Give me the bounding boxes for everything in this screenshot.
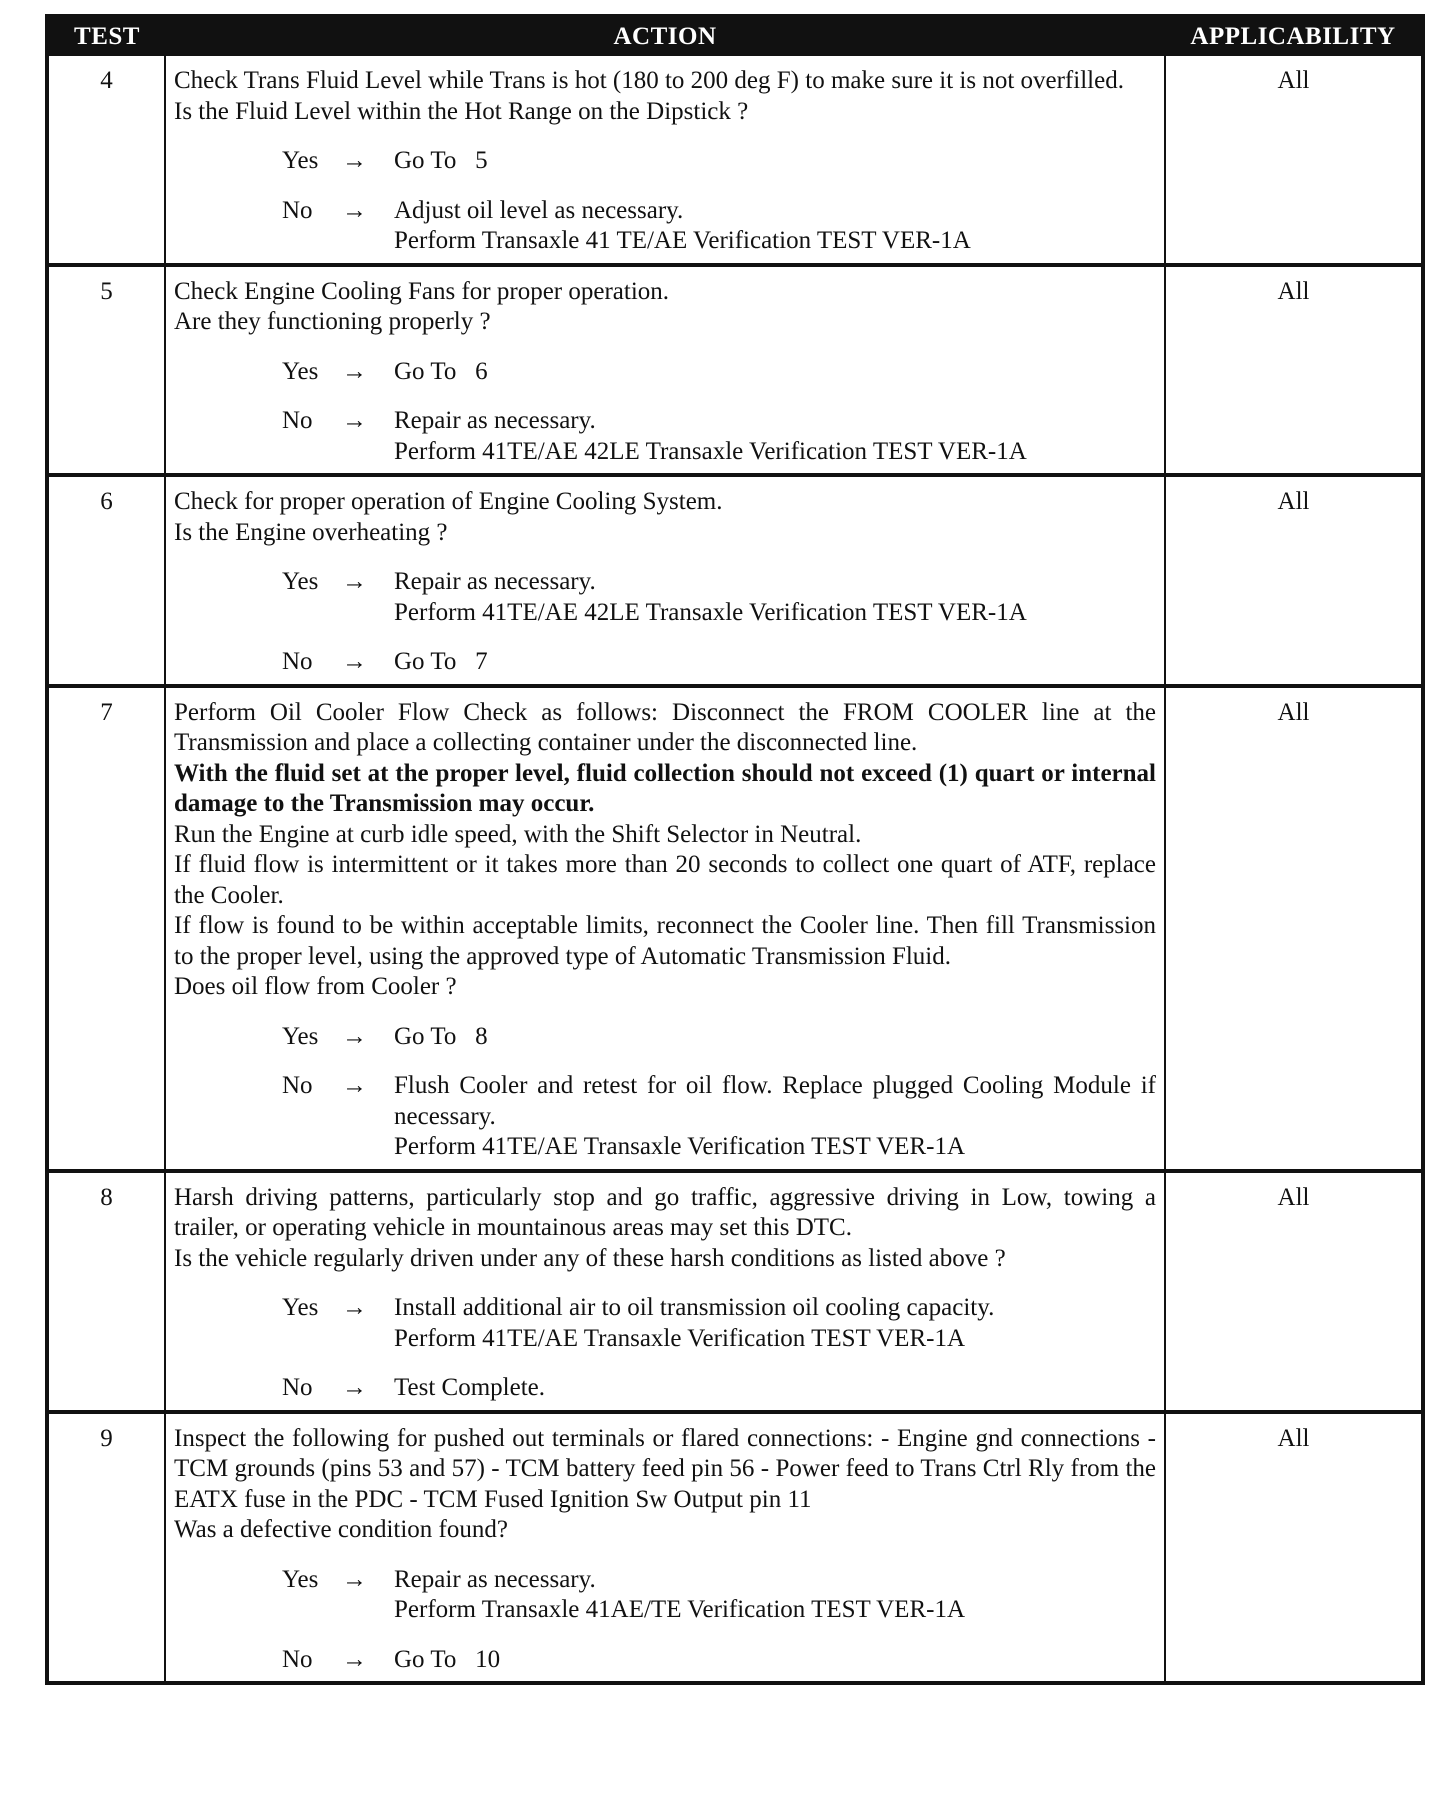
table-row bbox=[47, 1171, 1423, 1412]
answer-result-line: Perform Transaxle 41AE/TE Verification TEST VER-1A bbox=[394, 1596, 966, 1623]
answer-result bbox=[394, 1022, 1156, 1053]
answer-result-line: Repair as necessary. bbox=[394, 568, 596, 595]
action-cell bbox=[165, 1412, 1165, 1684]
right-arrow-icon: → bbox=[342, 147, 367, 174]
action-text: Run the Engine at curb idle speed, with the Shift Selector in Neutral. bbox=[174, 820, 862, 848]
action-text: Check Engine Cooling Fans for proper operation. bbox=[174, 277, 670, 305]
action-text: Inspect the following for pushed out terminals or flared connections: - Engine gnd connections - TCM grounds (pins 53 and 57) - TCM battery feed pin 56 - Power feed to Trans Ctrl Rly from the EATX fuse in the PDC - TCM Fused Ignition Sw Output pin 11 bbox=[174, 1424, 1156, 1513]
action-text: Is the Fluid Level within the Hot Range on the Dipstick ? bbox=[174, 97, 749, 125]
diagnostic-test-table bbox=[45, 14, 1425, 1685]
diagnostic-test-table-sheet bbox=[45, 14, 1421, 1685]
applicability-value: All bbox=[1165, 1171, 1423, 1412]
action-text: Was a defective condition found? bbox=[174, 1516, 508, 1543]
test-number: 8 bbox=[47, 1171, 165, 1412]
right-arrow-icon: → bbox=[342, 1645, 367, 1673]
action-text: If fluid flow is intermittent or it takes more than 20 seconds to collect one quart of ATF, replace the Cooler. bbox=[174, 851, 1156, 909]
test-number: 5 bbox=[47, 265, 165, 476]
answer-branch bbox=[282, 1645, 1156, 1676]
action-text: If flow is found to be within acceptable limits, reconnect the Cooler line. Then fill Transmission to the proper level, using the approved type of Automatic Transmission Fluid. bbox=[174, 912, 1156, 970]
answer-branch bbox=[282, 196, 1156, 257]
answer-result-line: Perform 41TE/AE 42LE Transaxle Verification TEST VER-1A bbox=[394, 598, 1027, 626]
answer-result-line: Go To 8 bbox=[394, 1022, 488, 1050]
header-applicability: APPLICABILITY bbox=[1165, 16, 1423, 56]
answer-result-line: Flush Cooler and retest for oil flow. Replace plugged Cooling Module if necessary. bbox=[394, 1072, 1163, 1130]
table-row bbox=[47, 686, 1423, 1171]
right-arrow-icon: → bbox=[342, 1072, 367, 1099]
right-arrow-icon: → bbox=[342, 196, 367, 224]
right-arrow-icon: → bbox=[342, 1374, 367, 1401]
answer-result bbox=[394, 1565, 1156, 1626]
answer-result-line: Repair as necessary. bbox=[394, 1565, 596, 1593]
answer-result bbox=[394, 647, 1156, 678]
applicability-value: All bbox=[1165, 265, 1423, 476]
header-test: TEST bbox=[47, 16, 165, 56]
answer-result-line: Perform 41TE/AE Transaxle Verification TEST VER-1A bbox=[394, 1324, 966, 1352]
table-row bbox=[47, 475, 1423, 686]
answer-result-line: Repair as necessary. bbox=[394, 407, 596, 434]
answer-result-line: Go To 10 bbox=[394, 1645, 501, 1673]
answer-result bbox=[394, 1071, 1163, 1163]
answer-result bbox=[394, 1645, 1156, 1676]
test-number: 7 bbox=[47, 686, 165, 1171]
right-arrow-icon: → bbox=[342, 568, 367, 595]
action-cell bbox=[165, 686, 1165, 1171]
action-cell bbox=[165, 1171, 1165, 1412]
action-text: Is the Engine overheating ? bbox=[174, 518, 448, 546]
right-arrow-icon: → bbox=[342, 357, 367, 385]
action-cell bbox=[165, 265, 1165, 476]
applicability-value: All bbox=[1165, 56, 1423, 265]
table-row bbox=[47, 1412, 1423, 1684]
action-text: Are they functioning properly ? bbox=[174, 308, 491, 335]
applicability-value: All bbox=[1165, 475, 1423, 686]
test-number: 4 bbox=[47, 56, 165, 265]
answer-result bbox=[394, 406, 1156, 467]
action-cell bbox=[165, 56, 1165, 265]
answer-label: No bbox=[282, 1072, 313, 1099]
answer-result-line: Perform Transaxle 41 TE/AE Verification TEST VER-1A bbox=[394, 227, 971, 254]
right-arrow-icon: → bbox=[342, 1022, 367, 1050]
answer-result-line: Perform 41TE/AE 42LE Transaxle Verification TEST VER-1A bbox=[394, 437, 1027, 465]
answer-branch bbox=[282, 357, 1156, 388]
answer-result-line: Perform 41TE/AE Transaxle Verification TEST VER-1A bbox=[394, 1133, 966, 1160]
right-arrow-icon: → bbox=[342, 407, 367, 434]
table-row bbox=[47, 56, 1423, 265]
answer-label: No bbox=[282, 1645, 313, 1673]
answer-label: Yes bbox=[282, 1565, 319, 1593]
table-row bbox=[47, 265, 1423, 476]
applicability-value: All bbox=[1165, 1412, 1423, 1684]
answer-label: No bbox=[282, 1374, 313, 1401]
answer-label: No bbox=[282, 196, 313, 224]
answer-result-line: Install additional air to oil transmission oil cooling capacity. bbox=[394, 1294, 995, 1321]
answer-result-line: Adjust oil level as necessary. bbox=[394, 196, 684, 224]
answer-branch bbox=[282, 567, 1156, 628]
header-action: ACTION bbox=[165, 16, 1165, 56]
test-number: 6 bbox=[47, 475, 165, 686]
answer-result-line: Go To 5 bbox=[394, 147, 488, 174]
answer-result-line: Test Complete. bbox=[394, 1374, 546, 1401]
answer-branch bbox=[282, 1022, 1156, 1053]
answer-result bbox=[394, 146, 1156, 177]
answer-branch bbox=[282, 146, 1156, 177]
answer-label: Yes bbox=[282, 1022, 319, 1050]
answer-result bbox=[394, 567, 1156, 628]
answer-result-line: Go To 7 bbox=[394, 648, 488, 675]
action-text: Does oil flow from Cooler ? bbox=[174, 973, 457, 1000]
answer-result bbox=[394, 196, 1156, 257]
answer-branch bbox=[282, 1293, 1156, 1354]
action-text: Perform Oil Cooler Flow Check as follows: Disconnect the FROM COOLER line at the Transmission and place a collecting container under the disconnected line. bbox=[174, 698, 1156, 756]
test-number: 9 bbox=[47, 1412, 165, 1684]
answer-label: Yes bbox=[282, 568, 319, 595]
table-header-row bbox=[47, 16, 1423, 56]
answer-result bbox=[394, 1373, 1156, 1404]
right-arrow-icon: → bbox=[342, 1294, 367, 1321]
right-arrow-icon: → bbox=[342, 648, 367, 675]
action-warning-text: With the fluid set at the proper level, fluid collection should not exceed (1) quart or internal damage to the Transmission may occur. bbox=[174, 759, 1156, 817]
action-text: Is the vehicle regularly driven under any of these harsh conditions as listed above ? bbox=[174, 1244, 1006, 1272]
answer-result-line: Go To 6 bbox=[394, 357, 488, 385]
answer-branch bbox=[282, 406, 1156, 467]
answer-result bbox=[394, 1293, 1156, 1354]
action-text: Check for proper operation of Engine Cooling System. bbox=[174, 488, 723, 515]
action-text: Check Trans Fluid Level while Trans is hot (180 to 200 deg F) to make sure it is not overfilled. bbox=[174, 67, 1124, 94]
answer-branch bbox=[282, 1071, 1163, 1163]
answer-branch bbox=[282, 1565, 1156, 1626]
action-cell bbox=[165, 475, 1165, 686]
table-body bbox=[47, 56, 1423, 1683]
right-arrow-icon: → bbox=[342, 1565, 367, 1593]
answer-result bbox=[394, 357, 1156, 388]
answer-label: Yes bbox=[282, 147, 319, 174]
answer-label: Yes bbox=[282, 1294, 319, 1321]
answer-label: No bbox=[282, 648, 313, 675]
answer-branch bbox=[282, 1373, 1156, 1404]
action-text: Harsh driving patterns, particularly stop and go traffic, aggressive driving in Low, towing a trailer, or operating vehicle in mountainous areas may set this DTC. bbox=[174, 1183, 1156, 1241]
applicability-value: All bbox=[1165, 686, 1423, 1171]
answer-label: Yes bbox=[282, 357, 319, 385]
answer-branch bbox=[282, 647, 1156, 678]
answer-label: No bbox=[282, 407, 313, 434]
